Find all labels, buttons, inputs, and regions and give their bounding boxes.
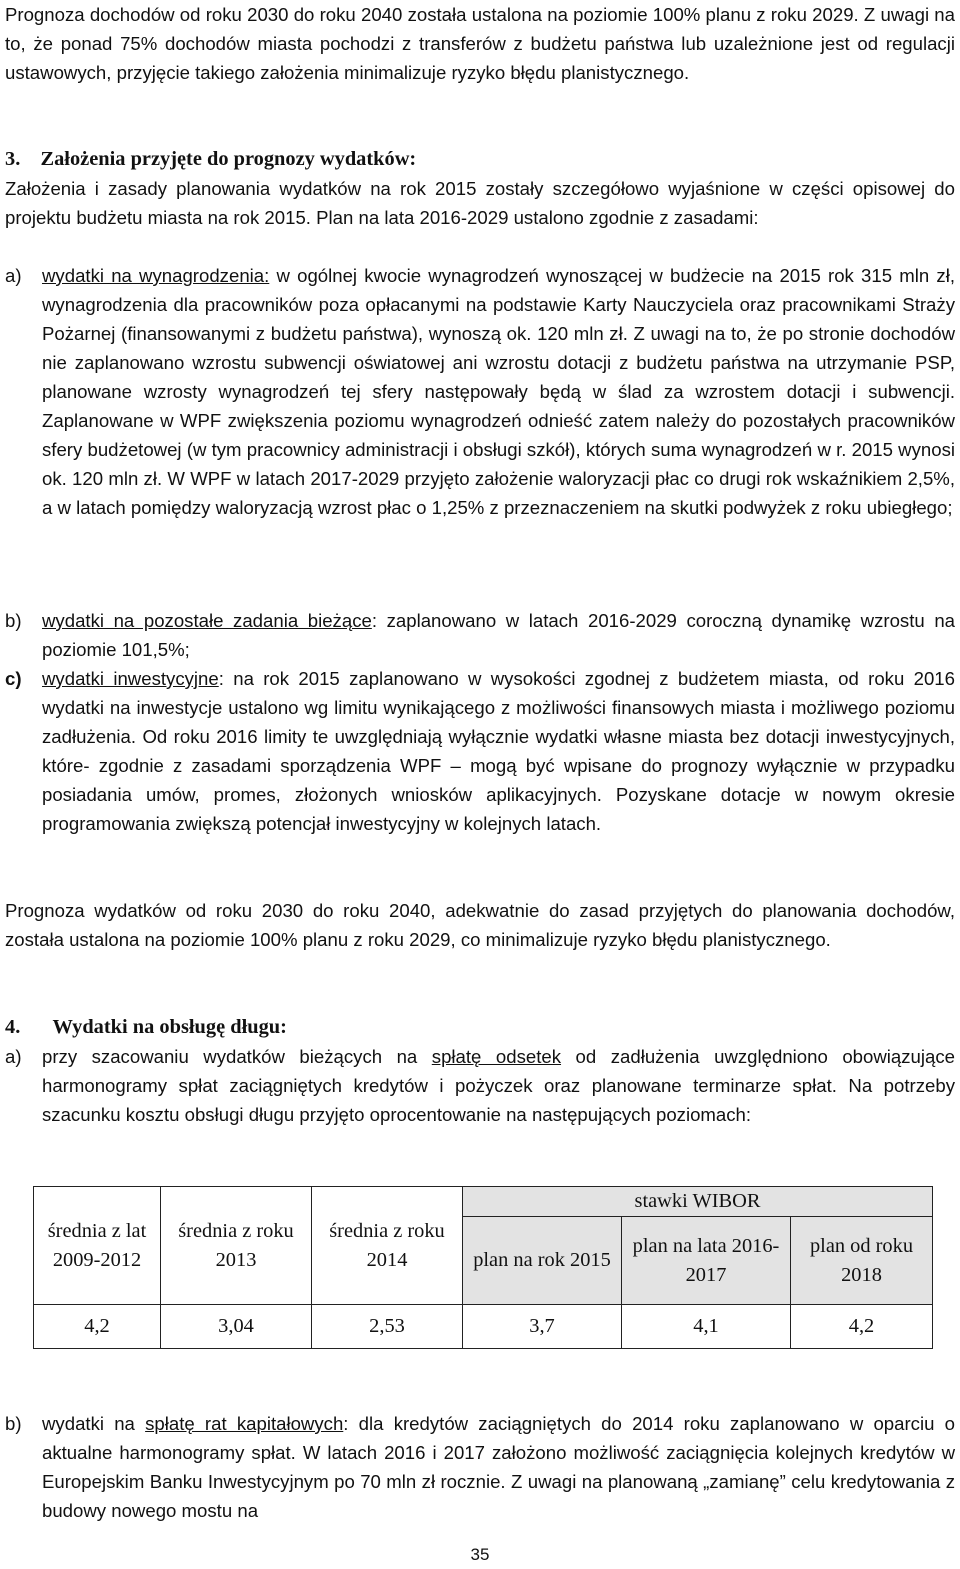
table-header-cell: średnia z roku 2013 [161, 1187, 312, 1305]
table-header-cell: średnia z roku 2014 [312, 1187, 463, 1305]
s4-item-b-text: : dla kredytów zaciągniętych do 2014 roku zaplanowano w oparciu o aktualne harmonogramy spłat. W latach 2016 i 2017 założono możliwość zaciągnięcia kolejnych kredytów w Europejskim Banku Inwestycyjnym po 70 mln zł rocznie. Z uwagi na planowaną „zamianę” celu kredytowania z budowy nowego mostu na [42, 1413, 955, 1521]
section-3-item-b [5, 606, 955, 664]
item-a-text: w ogólnej kwocie wynagrodzeń wynoszącej w budżecie na 2015 rok 315 mln zł, wynagrodzenia dla pracowników poza opłacanymi na podstawie Karty Nauczyciela oraz pracownikami Straży Pożarnej (finansowanymi z budżetu państwa), wynoszą ok. 120 mln zł. Z uwagi na to, że po stronie dochodów nie zaplanowano wzrostu subwencji oświatowej ani wzrostu dotacji z budżetu państwa na utrzymanie PSP, planowane wzrosty wynagrodzeń tej sfery następowały będą w ślad za wzrostem dotacji i subwencji. Zaplanowane w WPF zwiększenia poziomu wynagrodzeń odnieść zatem należy do pozostałych pracowników sfery budżetowej (w tym pracownicy administracji i obsługi szkół), których suma wynagrodzeń w r. 2015 wynosi ok. 120 mln zł. W WPF w latach 2017-2029 przyjęto założenie waloryzacji płac co drugi rok wskaźnikiem 2,5%, a w latach pomiędzy waloryzacją wzrost płac o 1,25% z przeznaczeniem na skutki podwyżek z roku ubiegłego; [42, 265, 955, 518]
page-number: 35 [470, 1545, 490, 1564]
section-4-item-b [5, 1409, 955, 1525]
intro-paragraph: Prognoza dochodów od roku 2030 do roku 2040 została ustalona na poziomie 100% planu z roku 2029. Z uwagi na to, że ponad 75% dochodów miasta pochodzi z transferów z budżetu państwa lub uzależnione jest od regulacji ustawowych, przyjęcie takiego założenia minimalizuje ryzyko błędu planistycznego. [5, 4, 955, 83]
s4-item-a-term: spłatę odsetek [431, 1046, 562, 1067]
table-group-header: stawki WIBOR [463, 1187, 933, 1217]
table-value-cell: 2,53 [312, 1305, 463, 1349]
item-c-text: : na rok 2015 zaplanowano w wysokości zgodnej z budżetem miasta, od roku 2016 wydatki na inwestycje ustalono wg limitu wynikającego z możliwości finansowych miasta i możliwego poziomu zadłużenia. Od roku 2016 limity te uwzględniają wyłącznie wydatki własne miasta bez dotacji inwestycyjnych, które- zgodnie z zasadami sporządzenia WPF – mogą być wpisane do prognozy wyłącznie w przypadku posiadania umów, promes, złożonych wniosków aplikacyjnych. Pozyskane dotacje w nowym okresie programowania zwiększą potencjał inwestycyjny w kolejnych latach. [42, 668, 955, 834]
item-b-text: : zaplanowano w latach 2016-2029 coroczną dynamikę wzrostu na poziomie 101,5%; [42, 610, 955, 660]
section-4-title: Wydatki na obsługę długu: [52, 1016, 287, 1038]
item-c-term: wydatki inwestycyjne [42, 668, 219, 689]
s4-item-b-label: b) [5, 1413, 22, 1434]
section-3-number: 3. [5, 148, 21, 170]
s4-item-a-text: od zadłużenia uwzględniono obowiązujące harmonogramy spłat zaciągniętych kredytów i pożyczek oraz planowane terminarze spłat. Na potrzeby szacunku kosztu obsługi długu przyjęto oprocentowanie na następujących poziomach: [42, 1046, 955, 1125]
table-value-cell: 4,1 [622, 1305, 791, 1349]
table-header-cell: plan od roku 2018 [791, 1217, 933, 1305]
section-3-heading [5, 145, 955, 174]
item-a-label: a) [5, 265, 22, 286]
item-b-term: wydatki na pozostałe zadania bieżące [42, 610, 372, 631]
s4-item-a-label: a) [5, 1046, 22, 1067]
item-c-label: c) [5, 668, 22, 689]
section-3-item-a [5, 261, 955, 522]
section-3-intro: Założenia i zasady planowania wydatków na rok 2015 zostały szczegółowo wyjaśnione w części opisowej do projektu budżetu miasta na rok 2015. Plan na lata 2016-2029 ustalono zgodnie z zasadami: [5, 178, 955, 228]
section-3-item-c [5, 664, 955, 838]
table-header-cell: plan na lata 2016-2017 [622, 1217, 791, 1305]
table-header-cell: średnia z lat 2009-2012 [34, 1187, 161, 1305]
table-header-cell: plan na rok 2015 [463, 1217, 622, 1305]
table-value-cell: 4,2 [34, 1305, 161, 1349]
s4-item-b-pre: wydatki na [42, 1413, 146, 1434]
section-4-number: 4. [5, 1016, 21, 1038]
table-value-cell: 3,04 [161, 1305, 312, 1349]
table-value-cell: 4,2 [791, 1305, 933, 1349]
table-value-cell: 3,7 [463, 1305, 622, 1349]
s4-item-b-term: spłatę rat kapitałowych [145, 1413, 344, 1434]
section-4-item-a [5, 1042, 955, 1129]
section-3-title: Założenia przyjęte do prognozy wydatków: [40, 148, 417, 170]
item-a-term: wydatki na wynagrodzenia: [42, 265, 270, 286]
wibor-rates-table [33, 1186, 933, 1349]
s4-item-a-pre: przy szacowaniu wydatków bieżących na [42, 1046, 432, 1067]
section-3-closing: Prognoza wydatków od roku 2030 do roku 2040, adekwatnie do zasad przyjętych do planowania dochodów, została ustalona na poziomie 100% planu z roku 2029, co minimalizuje ryzyko błędu planistycznego. [5, 900, 955, 950]
item-b-label: b) [5, 610, 22, 631]
section-4-heading [5, 1013, 955, 1042]
